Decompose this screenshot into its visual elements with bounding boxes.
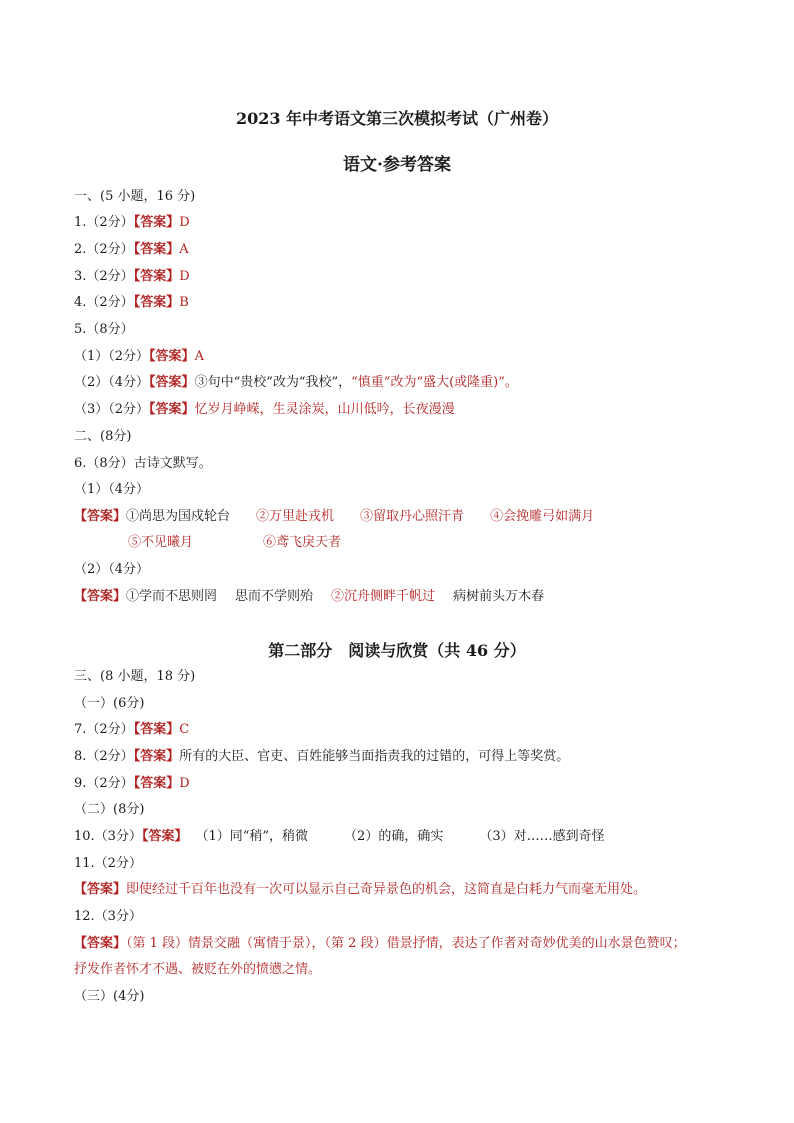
question-number: 4.（2分） [74, 295, 134, 310]
answer-text: D [179, 269, 190, 284]
exam-subtitle: 语文·参考答案 [343, 155, 451, 175]
answer-text: 即使经过千百年也没有一次可以显示自己奇异景色的机会，这简直是白耗力气而毫无用处。 [126, 882, 647, 897]
question-6-sub-1-answers-cont [128, 534, 341, 552]
question-12-answer [74, 935, 686, 953]
answer-text: ③句中“贵校”改为“我校”， [194, 375, 352, 390]
section-heading-1: 一、(5 小题，16 分) [74, 189, 196, 204]
answer-text: C [179, 722, 190, 737]
question-desc: 古诗文默写。 [133, 456, 212, 471]
answer-tag: 【答案】 [133, 242, 180, 257]
question-number: （3）（2分） [74, 402, 150, 417]
answer-5: ⑤不见曦月 [128, 535, 194, 550]
question-3 [74, 268, 190, 286]
answer-tag: 【答案】 [141, 829, 188, 844]
answer-tag: 【答案】 [74, 882, 127, 897]
question-6-sub-2-answers [74, 588, 544, 606]
question-8 [74, 748, 569, 766]
answer-tag: 【答案】 [133, 722, 180, 737]
answer-text: （第 1 段）情景交融（寓情于景），（第 2 段）借景抒情，表达了作者对奇妙优美的山水景色赞叹； [126, 936, 686, 951]
answer-3: （3）对……感到奇怪 [479, 829, 605, 844]
question-number: 1.（2分） [74, 215, 134, 230]
question-7 [74, 721, 189, 739]
question-number: 10.（3分） [74, 829, 142, 844]
answer-text: 忆岁月峥嵘，生灵涂炭，山川低吟，长夜漫漫 [194, 402, 455, 417]
answer-2: ②万里赴戎机 [256, 509, 335, 524]
answer-text: 所有的大臣、官吏、百姓能够当面指责我的过错的，可得上等奖赏。 [179, 749, 570, 764]
question-6-sub-1: （1）（4分） [74, 482, 150, 497]
question-2 [74, 241, 189, 259]
question-number: 9.（2分） [74, 776, 134, 791]
question-10 [74, 828, 605, 846]
subsection-2: （二）(8分) [74, 802, 145, 817]
answer-tag: 【答案】 [149, 349, 195, 364]
answer-text: D [179, 776, 190, 791]
answer-text: A [179, 242, 189, 257]
question-12: 12.（3分） [74, 909, 142, 924]
answer-3: ③留取丹心照汗青 [360, 509, 465, 524]
answer-tag: 【答案】 [74, 936, 127, 951]
answer-1: ①学而不思则罔 [126, 589, 218, 604]
question-11: 11.（2分） [74, 856, 142, 871]
part-two-title: 第二部分 阅读与欣赏（共 46 分） [268, 641, 526, 660]
question-number: 2.（2分） [74, 242, 134, 257]
answer-text-red: “慎重”改为“盛大(或隆重)”。 [351, 375, 518, 390]
question-number: （1）（2分） [74, 349, 150, 364]
question-number: 3.（2分） [74, 269, 134, 284]
answer-tag: 【答案】 [133, 269, 180, 284]
answer-tag: 【答案】 [74, 509, 127, 524]
answer-tag: 【答案】 [133, 215, 180, 230]
question-number: 6.（8分） [74, 456, 134, 471]
question-9 [74, 775, 190, 793]
answer-tag: 【答案】 [149, 402, 195, 417]
answer-2: （2）的确，确实 [344, 829, 444, 844]
question-4 [74, 294, 189, 312]
question-number: 8.（2分） [74, 749, 134, 764]
question-6 [74, 455, 212, 473]
answer-6: ⑥鸢飞戾天者 [263, 535, 342, 550]
answer-tag: 【答案】 [149, 375, 195, 390]
question-6-sub-1-answers [74, 508, 594, 526]
answer-tag: 【答案】 [133, 776, 180, 791]
question-5: 5.（8分） [74, 322, 134, 337]
answer-2: ②沉舟侧畔千帆过 [331, 589, 436, 604]
subsection-1: （一）(6分) [74, 696, 145, 711]
answer-1b: 思而不学则殆 [235, 589, 314, 604]
answer-text: A [194, 349, 204, 364]
answer-4: ④会挽雕弓如满月 [490, 509, 595, 524]
answer-1: （1）同“稍”，稍微 [195, 829, 309, 844]
section-heading-2: 二、(8分) [74, 429, 132, 444]
question-1 [74, 214, 190, 232]
question-number: 7.（2分） [74, 722, 134, 737]
question-11-answer [74, 881, 646, 899]
section-heading-3: 三、(8 小题，18 分) [74, 669, 196, 684]
question-5-sub-1 [74, 348, 204, 366]
question-12-answer-cont [74, 961, 321, 979]
exam-title: 2023 年中考语文第三次模拟考试（广州卷） [235, 109, 559, 128]
answer-text: D [179, 215, 190, 230]
question-5-sub-2 [74, 374, 518, 392]
subsection-3: （三）(4分) [74, 989, 145, 1004]
answer-tag: 【答案】 [133, 749, 180, 764]
answer-tag: 【答案】 [133, 295, 180, 310]
answer-tag: 【答案】 [74, 589, 127, 604]
question-6-sub-2: （2）（4分） [74, 562, 150, 577]
question-5-sub-3 [74, 401, 455, 419]
question-number: （2）（4分） [74, 375, 150, 390]
answer-2b: 病树前头万木春 [453, 589, 545, 604]
answer-text: B [179, 295, 189, 310]
answer-1: ①尚思为国戍轮台 [126, 509, 231, 524]
answer-text: 抒发作者怀才不遇、被贬在外的愤懑之情。 [74, 962, 322, 977]
